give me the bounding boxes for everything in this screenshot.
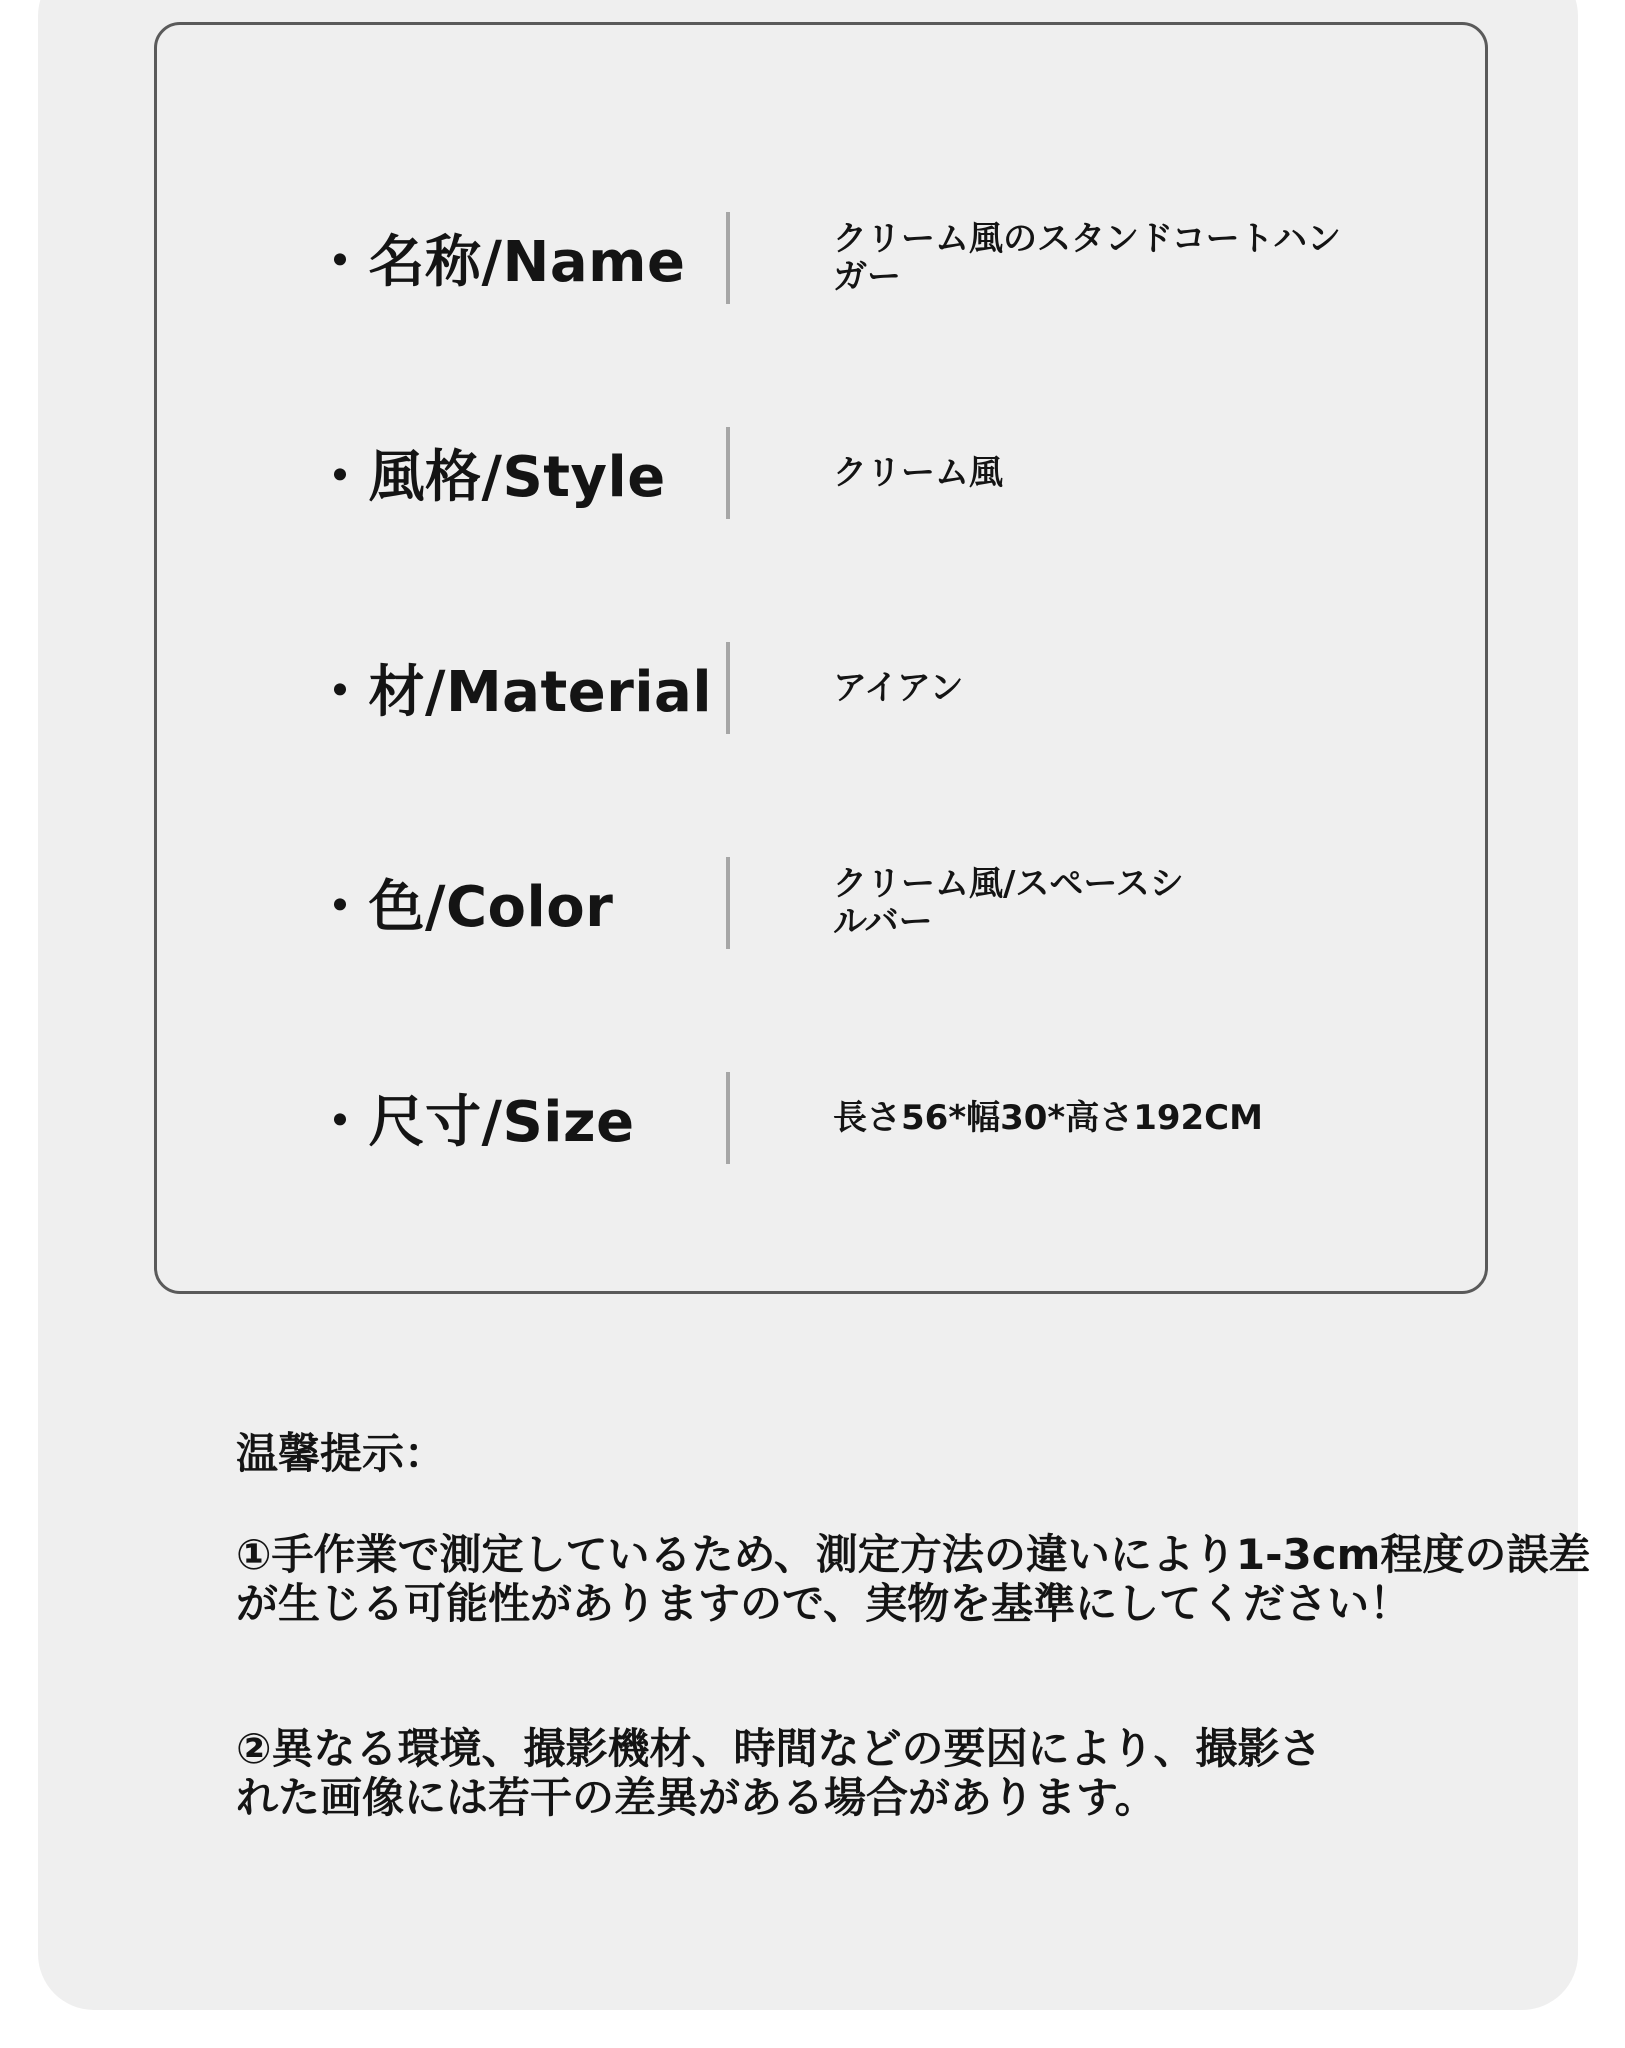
spec-value-color: クリーム風/スペースシルバー bbox=[833, 864, 1184, 942]
spec-label-style: ・風格/Style bbox=[312, 445, 666, 510]
note-item-measurement: ①手作業で測定しているため、測定方法の違いにより1-3cm程度の誤差が生じる可能性がありますので、実物を基準にしてください！ bbox=[236, 1530, 1591, 1628]
spec-label-material: ・材/Material bbox=[312, 660, 713, 725]
spec-row-material bbox=[157, 642, 1485, 734]
spec-label-name: ・名称/Name bbox=[312, 230, 686, 295]
spec-label-color: ・色/Color bbox=[312, 875, 614, 940]
note-item-photo-difference: ②異なる環境、撮影機材、時間などの要因により、撮影された画像には若干の差異がある場合があります。 bbox=[236, 1724, 1322, 1822]
spec-value-size: 長さ56*幅30*高さ192CM bbox=[833, 1098, 1263, 1138]
spec-divider bbox=[726, 1072, 730, 1164]
spec-row-name bbox=[157, 212, 1485, 304]
spec-divider bbox=[726, 857, 730, 949]
spec-divider bbox=[726, 427, 730, 519]
spec-divider bbox=[726, 642, 730, 734]
spec-value-material: アイアン bbox=[833, 668, 964, 708]
spec-divider bbox=[726, 212, 730, 304]
notes-title: 温馨提示： bbox=[236, 1429, 447, 1478]
spec-row-size bbox=[157, 1072, 1485, 1164]
notes-section bbox=[236, 1424, 1596, 1822]
spec-label-size: ・尺寸/Size bbox=[312, 1090, 635, 1155]
spec-row-color bbox=[157, 857, 1485, 949]
spec-table bbox=[154, 22, 1488, 1294]
spec-value-style: クリーム風 bbox=[833, 453, 1003, 493]
spec-row-style bbox=[157, 427, 1485, 519]
spec-value-name: クリーム風のスタンドコートハンガー bbox=[833, 219, 1341, 297]
